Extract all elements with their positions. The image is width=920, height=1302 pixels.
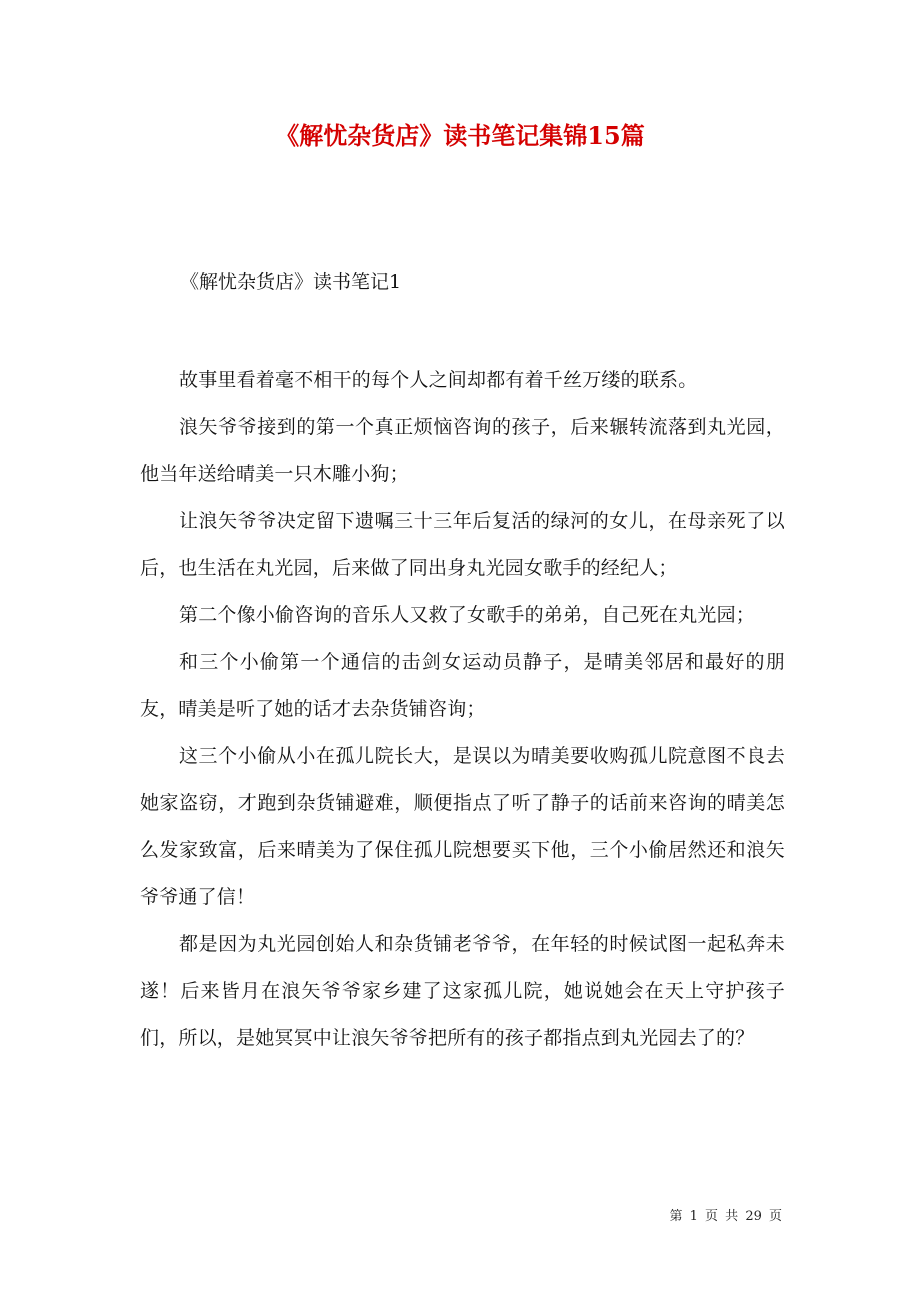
body-paragraph: 这三个小偷从小在孤儿院长大，是误以为晴美要收购孤儿院意图不良去她家盗窃，才跑到杂货铺避难，顺便指点了听了静子的话前来咨询的晴美怎么发家致富，后来晴美为了保住孤儿院想要买下他，三个小偷居然还和浪矢爷爷通了信！: [140, 745, 785, 908]
body-paragraph: 让浪矢爷爷决定留下遗嘱三十三年后复活的绿河的女儿，在母亲死了以后，也生活在丸光园，后来做了同出身丸光园女歌手的经纪人；: [140, 510, 785, 579]
body-paragraph: 浪矢爷爷接到的第一个真正烦恼咨询的孩子，后来辗转流落到丸光园，他当年送给晴美一只木雕小狗；: [140, 416, 785, 485]
section-heading: 《解忧杂货店》读书笔记1: [180, 271, 402, 293]
body-paragraph: 故事里看着毫不相干的每个人之间却都有着千丝万缕的联系。: [179, 369, 698, 391]
body-paragraph: 都是因为丸光园创始人和杂货铺老爷爷，在年轻的时候试图一起私奔未遂！后来皆月在浪矢爷爷家乡建了这家孤儿院，她说她会在天上守护孩子们，所以，是她冥冥中让浪矢爷爷把所有的孩子都指点到丸光园去了的？: [140, 933, 785, 1049]
document-body: [140, 357, 785, 1062]
body-paragraph: 和三个小偷第一个通信的击剑女运动员静子，是晴美邻居和最好的朋友，晴美是听了她的话才去杂货铺咨询；: [140, 651, 785, 720]
page-number-footer: 第 1 页 共 29 页: [669, 1209, 782, 1224]
document-title: 《解忧杂货店》读书笔记集锦15篇: [275, 121, 645, 150]
body-paragraph: 第二个像小偷咨询的音乐人又救了女歌手的弟弟，自己死在丸光园；: [179, 604, 756, 626]
